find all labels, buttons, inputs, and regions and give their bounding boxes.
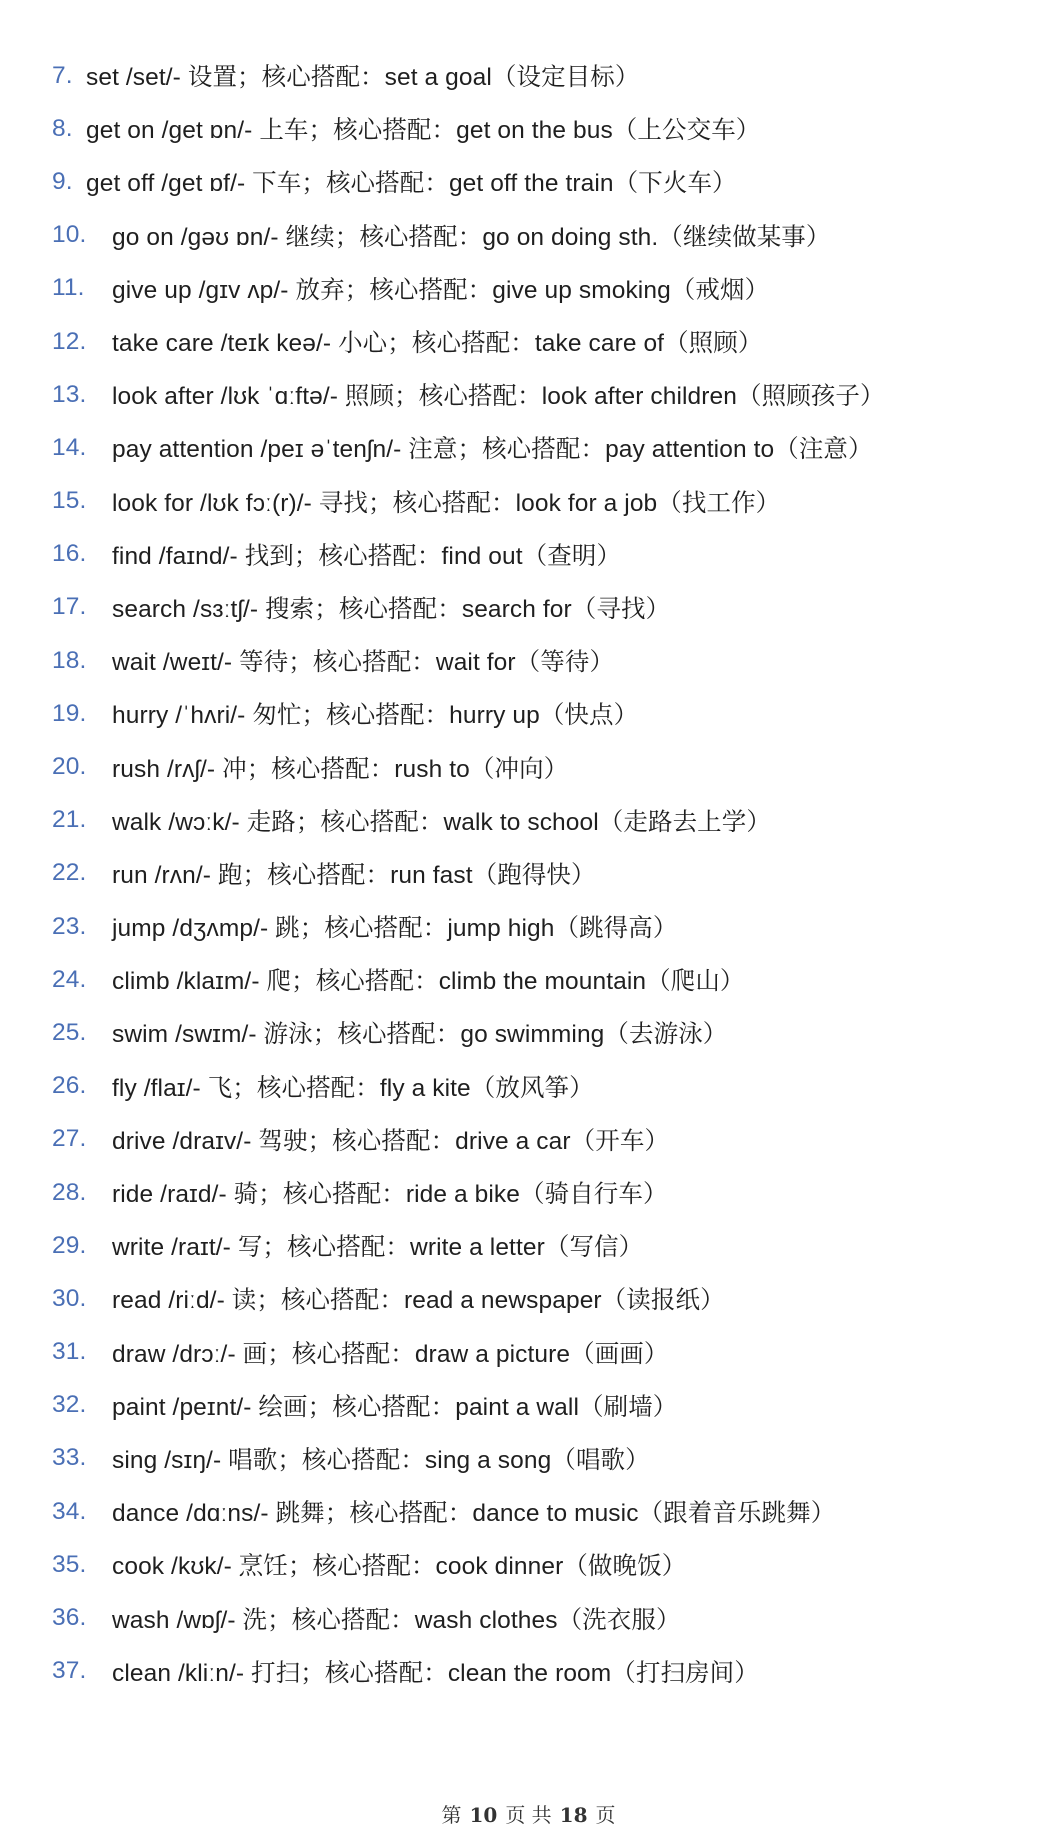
vocab-item-number: 36. (52, 1604, 87, 1632)
current-page-number: 10 (469, 1803, 498, 1827)
vocab-item-number: 33. (52, 1444, 87, 1472)
vocab-item-number: 19. (52, 699, 87, 727)
vocab-item-text: hurry /ˈhʌri/- 匆忙；核心搭配：hurry up（快点） (112, 702, 639, 730)
vocab-item-number: 12. (52, 327, 87, 355)
page-footer (0, 1799, 1057, 1828)
vocab-item-text: give up /ɡɪv ʌp/- 放弃；核心搭配：give up smoking（戒烟） (112, 276, 770, 304)
vocab-item (52, 953, 1042, 1006)
vocab-item-text: look for /lʊk fɔː(r)/- 寻找；核心搭配：look for a job（找工作） (112, 489, 781, 517)
vocab-item-text: search /sɜːtʃ/- 搜索；核心搭配：search for（寻找） (112, 595, 671, 623)
vocab-item (52, 315, 1042, 368)
vocab-item-text: rush /rʌʃ/- 冲；核心搭配：rush to（冲向） (112, 755, 569, 783)
vocab-item-number: 27. (52, 1125, 87, 1153)
vocab-item (52, 687, 1042, 740)
vocab-item-number: 30. (52, 1284, 87, 1312)
vocab-item (52, 209, 1042, 262)
vocab-item-text: climb /klaɪm/- 爬；核心搭配：climb the mountain（爬山） (112, 968, 745, 996)
vocab-item (52, 1272, 1042, 1325)
vocab-item-number: 26. (52, 1072, 87, 1100)
vocab-item (52, 794, 1042, 847)
vocab-item-number: 11. (52, 274, 85, 302)
footer-suffix: 页 (595, 1803, 616, 1827)
vocab-item-text: walk /wɔːk/- 走路；核心搭配：walk to school（走路去上学） (112, 808, 771, 836)
vocab-item-number: 20. (52, 753, 87, 781)
vocab-item-text: set /set/- 设置；核心搭配：set a goal（设定目标） (86, 64, 640, 92)
vocab-item-text: write /raɪt/- 写；核心搭配：write a letter（写信） (112, 1234, 644, 1262)
vocab-item-number: 7. (52, 61, 73, 89)
vocab-item (52, 1113, 1042, 1166)
vocab-item-text: dance /dɑːns/- 跳舞；核心搭配：dance to music（跟着音乐跳舞） (112, 1500, 836, 1528)
vocab-item-text: find /faɪnd/- 找到；核心搭配：find out（查明） (112, 542, 622, 570)
vocab-item (52, 1379, 1042, 1432)
vocab-item (52, 368, 1042, 421)
vocab-item-number: 35. (52, 1550, 87, 1578)
vocab-item (52, 1645, 1042, 1698)
vocab-item-number: 28. (52, 1178, 87, 1206)
vocab-item-number: 10. (52, 221, 87, 249)
vocab-item (52, 49, 1042, 102)
vocab-item-text: swim /swɪm/- 游泳；核心搭配：go swimming（去游泳） (112, 1021, 728, 1049)
vocab-item-text: wash /wɒʃ/- 洗；核心搭配：wash clothes（洗衣服） (112, 1606, 681, 1634)
vocab-item (52, 102, 1042, 155)
vocab-item-number: 32. (52, 1391, 87, 1419)
vocab-item (52, 1538, 1042, 1591)
footer-prefix: 第 (441, 1803, 462, 1827)
vocab-item (52, 1326, 1042, 1379)
vocab-item (52, 1006, 1042, 1059)
vocab-item-text: get on /get ɒn/- 上车；核心搭配：get on the bus（上公交车） (86, 117, 761, 145)
vocab-item-number: 22. (52, 859, 87, 887)
vocab-item-text: paint /peɪnt/- 绘画；核心搭配：paint a wall（刷墙） (112, 1393, 678, 1421)
vocab-item-number: 31. (52, 1338, 87, 1366)
vocab-item-text: ride /raɪd/- 骑；核心搭配：ride a bike（骑自行车） (112, 1181, 668, 1209)
vocab-item-text: fly /flaɪ/- 飞；核心搭配：fly a kite（放风筝） (112, 1074, 594, 1102)
vocab-item-text: jump /dʒʌmp/- 跳；核心搭配：jump high（跳得高） (112, 915, 678, 943)
vocab-item-text: run /rʌn/- 跑；核心搭配：run fast（跑得快） (112, 861, 596, 889)
vocab-item (52, 1219, 1042, 1272)
vocab-item (52, 634, 1042, 687)
vocab-item (52, 262, 1042, 315)
vocab-item (52, 1591, 1042, 1644)
vocab-item-text: read /riːd/- 读；核心搭配：read a newspaper（读报纸） (112, 1287, 725, 1315)
vocab-item-text: take care /teɪk keə/- 小心；核心搭配：take care of（照顾） (112, 330, 763, 358)
vocab-item-number: 15. (52, 487, 87, 515)
vocab-item-number: 25. (52, 1018, 87, 1046)
vocab-item-text: clean /kliːn/- 打扫；核心搭配：clean the room（打扫房间） (112, 1659, 759, 1687)
vocab-item-text: draw /drɔː/- 画；核心搭配：draw a picture（画画） (112, 1340, 669, 1368)
vocab-list (52, 49, 1042, 1698)
vocab-item (52, 528, 1042, 581)
vocab-item (52, 740, 1042, 793)
vocab-item-number: 34. (52, 1497, 87, 1525)
vocab-item (52, 581, 1042, 634)
vocab-item-number: 24. (52, 965, 87, 993)
vocab-item-number: 13. (52, 380, 87, 408)
vocab-item-number: 16. (52, 540, 87, 568)
vocab-item-text: pay attention /peɪ əˈtenʃn/- 注意；核心搭配：pay attention to（注意） (112, 436, 873, 464)
vocab-item-number: 23. (52, 912, 87, 940)
vocab-item (52, 1060, 1042, 1113)
vocab-item-text: sing /sɪŋ/- 唱歌；核心搭配：sing a song（唱歌） (112, 1446, 650, 1474)
vocab-item (52, 1432, 1042, 1485)
vocab-item-number: 29. (52, 1231, 87, 1259)
vocab-item-text: look after /lʊk ˈɑːftə/- 照顾；核心搭配：look after children（照顾孩子） (112, 383, 885, 411)
vocab-item-number: 14. (52, 433, 87, 461)
vocab-item-number: 18. (52, 646, 87, 674)
vocab-item-number: 17. (52, 593, 87, 621)
vocab-item-number: 21. (52, 806, 87, 834)
vocab-item (52, 1166, 1042, 1219)
vocab-item (52, 900, 1042, 953)
vocab-item (52, 421, 1042, 474)
vocab-item (52, 1485, 1042, 1538)
vocab-item-number: 37. (52, 1657, 87, 1685)
vocab-item-text: drive /draɪv/- 驾驶；核心搭配：drive a car（开车） (112, 1127, 670, 1155)
vocab-item (52, 475, 1042, 528)
total-pages-number: 18 (559, 1803, 588, 1827)
footer-middle: 页 共 (505, 1803, 552, 1827)
vocab-item-number: 9. (52, 167, 73, 195)
vocab-item-text: cook /kʊk/- 烹饪；核心搭配：cook dinner（做晚饭） (112, 1553, 687, 1581)
vocab-item-text: get off /get ɒf/- 下车；核心搭配：get off the train（下火车） (86, 170, 737, 198)
vocab-item (52, 155, 1042, 208)
vocab-item-text: wait /weɪt/- 等待；核心搭配：wait for（等待） (112, 649, 615, 677)
vocab-item-number: 8. (52, 114, 73, 142)
vocab-item-text: go on /ɡəʊ ɒn/- 继续；核心搭配：go on doing sth.（继续做某事） (112, 223, 831, 251)
vocab-item (52, 847, 1042, 900)
